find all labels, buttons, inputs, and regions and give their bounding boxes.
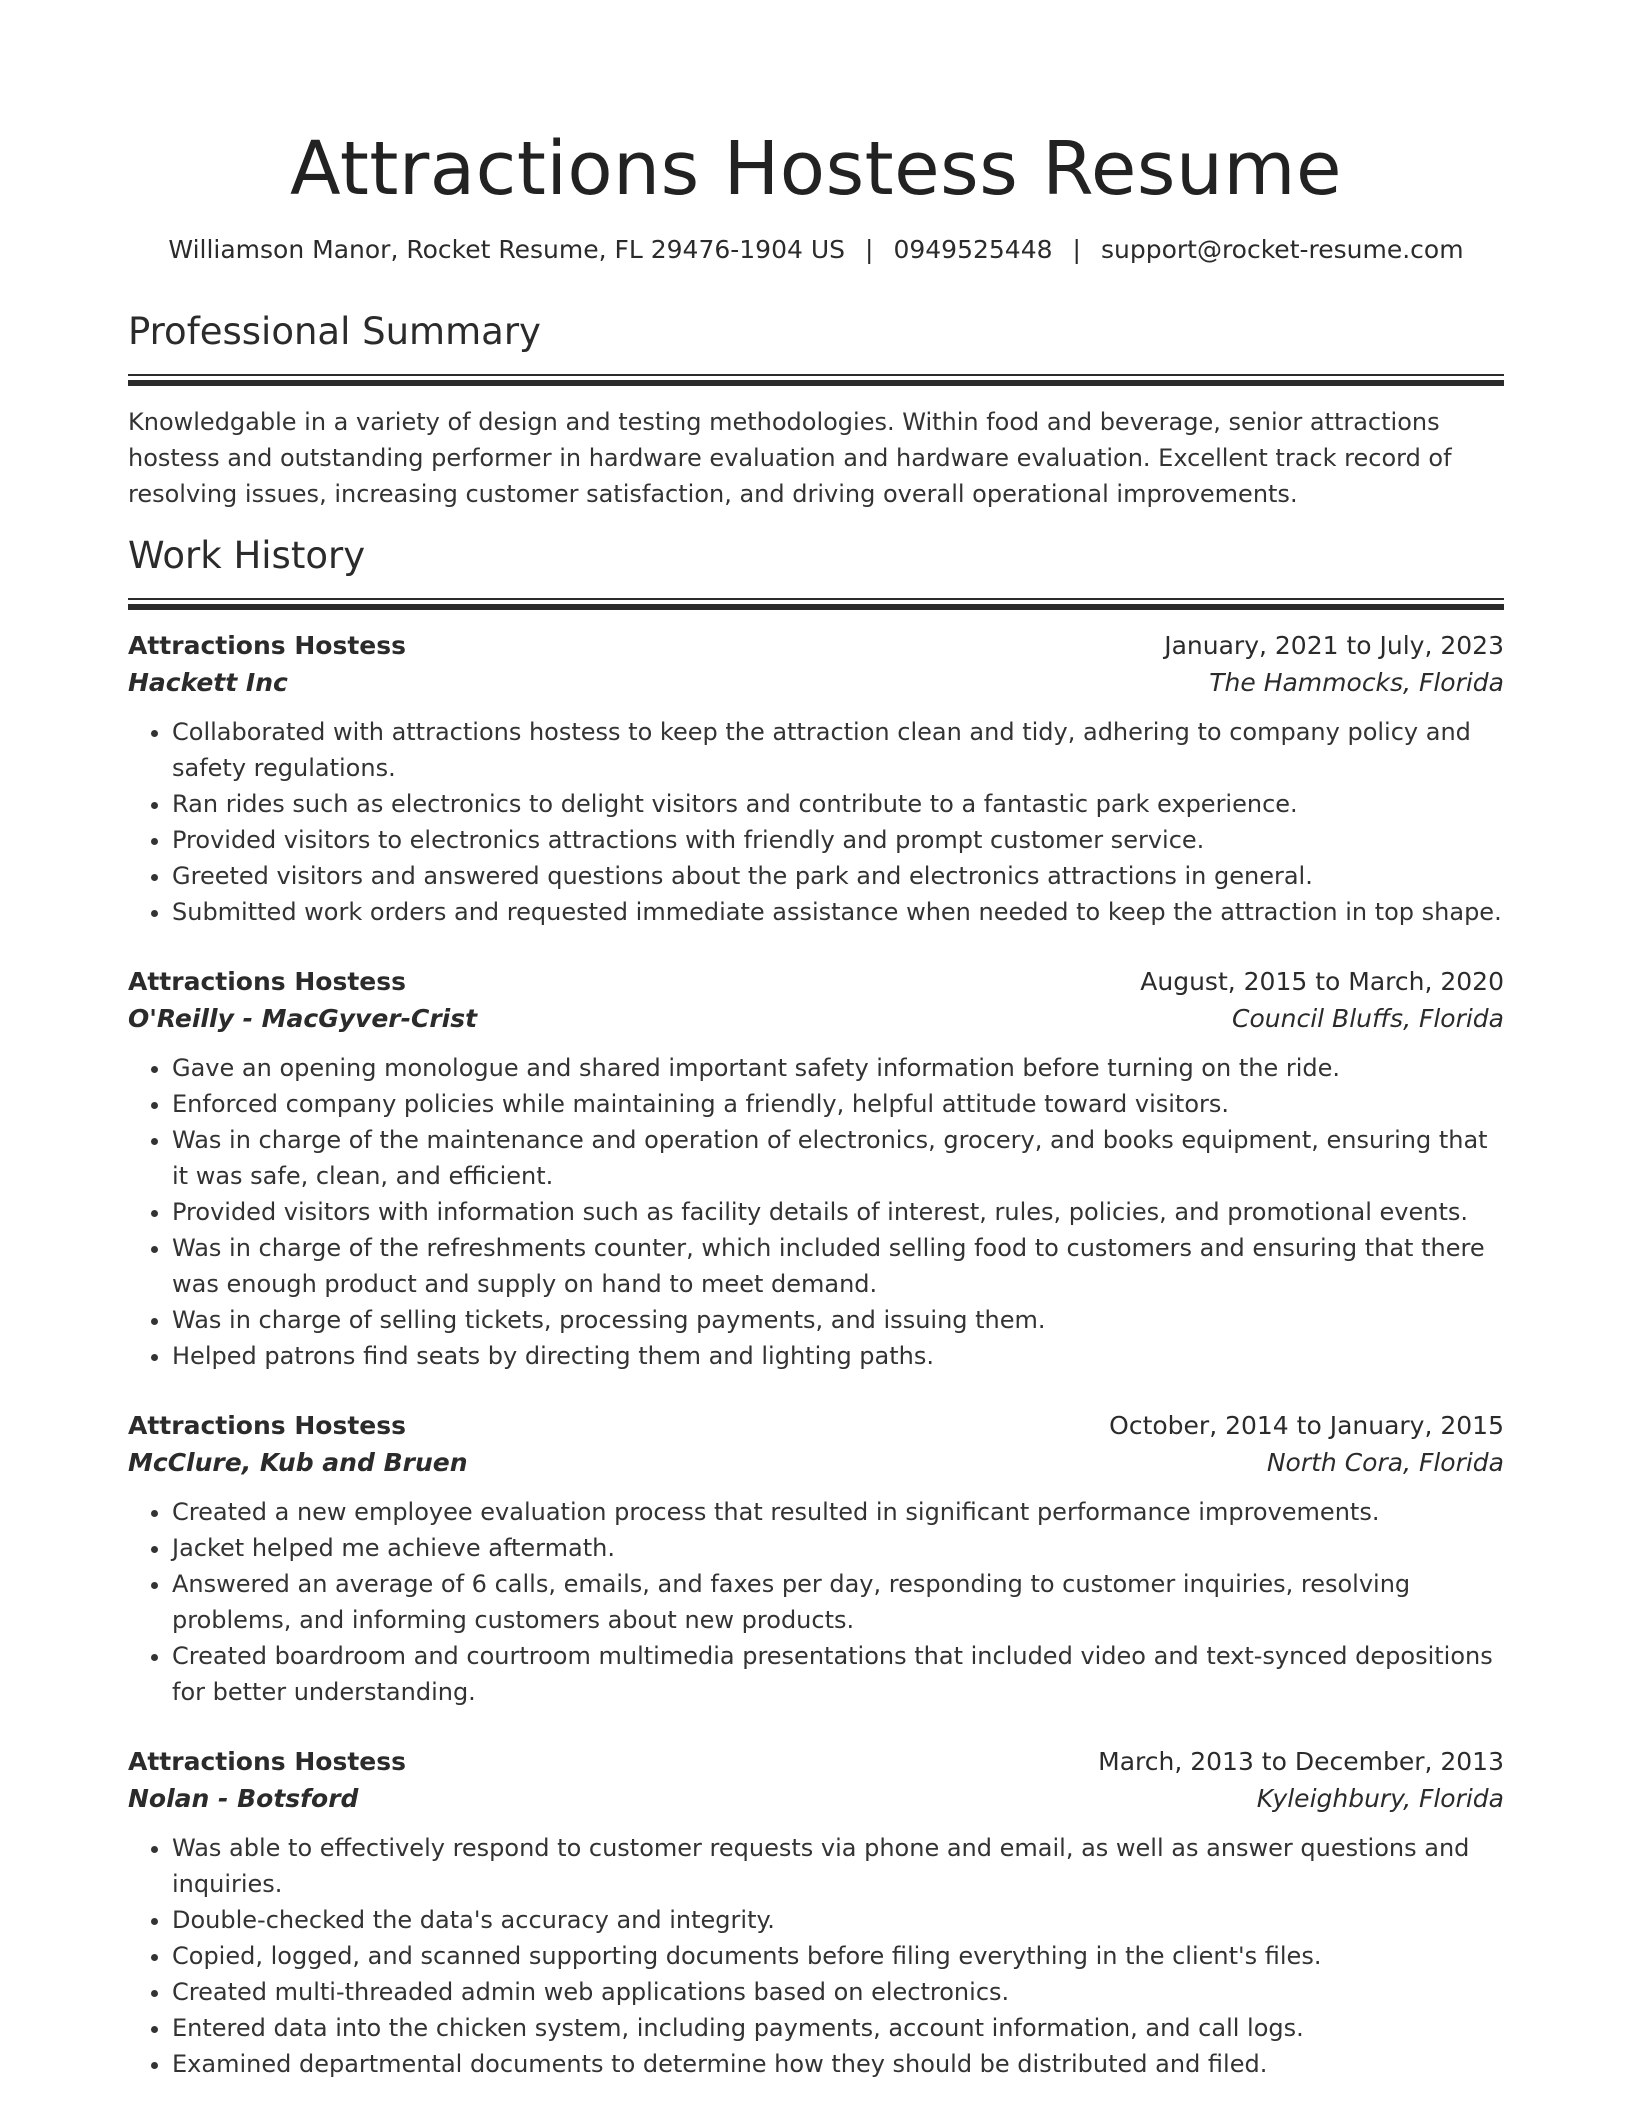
- job-bullet: • Greeted visitors and answered questions about the park and electronics attractions in general.: [172, 858, 1504, 894]
- job-title-row: [128, 1744, 1504, 1780]
- job-dates: January, 2021 to July, 2023: [1164, 631, 1504, 660]
- job-bullet: • Was in charge of selling tickets, processing payments, and issuing them.: [172, 1302, 1504, 1338]
- contact-line: [128, 232, 1504, 268]
- job-bullet-list: [128, 1494, 1504, 1710]
- job-bullet: • Submitted work orders and requested immediate assistance when needed to keep the attraction in top shape.: [172, 894, 1504, 930]
- work-history-list: [128, 628, 1504, 2082]
- contact-phone: 0949525448: [893, 235, 1053, 264]
- job-company: Nolan - Botsford: [128, 1784, 359, 1813]
- job-dates: October, 2014 to January, 2015: [1109, 1411, 1504, 1440]
- job-bullet: • Provided visitors with information such as facility details of interest, rules, policies, and promotional events.: [172, 1194, 1504, 1230]
- job-bullet: • Copied, logged, and scanned supporting documents before filing everything in the client's files.: [172, 1938, 1504, 1974]
- job-bullet: • Provided visitors to electronics attractions with friendly and prompt customer service.: [172, 822, 1504, 858]
- job-bullet: • Jacket helped me achieve aftermath.: [172, 1530, 1504, 1566]
- job-location: North Cora, Florida: [1266, 1448, 1504, 1477]
- job-dates: March, 2013 to December, 2013: [1098, 1747, 1504, 1776]
- job-bullet: • Created a new employee evaluation process that resulted in significant performance improvements.: [172, 1494, 1504, 1530]
- job-bullet-list: [128, 1830, 1504, 2082]
- job-bullet: • Was in charge of the refreshments counter, which included selling food to customers and ensuring that there was enough product and supply on hand to meet demand.: [172, 1230, 1504, 1302]
- job-bullet: • Gave an opening monologue and shared important safety information before turning on the ride.: [172, 1050, 1504, 1086]
- job-title: Attractions Hostess: [128, 1411, 406, 1440]
- job-bullet: • Ran rides such as electronics to delight visitors and contribute to a fantastic park experience.: [172, 786, 1504, 822]
- job-location: Kyleighbury, Florida: [1256, 1784, 1504, 1813]
- job-company-row: [128, 1000, 1504, 1038]
- job-entry: [128, 964, 1504, 1374]
- job-bullet: • Was in charge of the maintenance and operation of electronics, grocery, and books equipment, ensuring that it was safe, clean, and efficient.: [172, 1122, 1504, 1194]
- job-title-row: [128, 964, 1504, 1000]
- resume-page: [128, 0, 1504, 2082]
- resume-title: Attractions Hostess Resume: [290, 126, 1342, 212]
- job-entry: [128, 628, 1504, 930]
- job-title: Attractions Hostess: [128, 967, 406, 996]
- job-title: Attractions Hostess: [128, 1747, 406, 1776]
- work-history-heading: Work History: [128, 534, 366, 577]
- job-bullet: • Created multi-threaded admin web applications based on electronics.: [172, 1974, 1504, 2010]
- job-title-row: [128, 628, 1504, 664]
- job-company-row: [128, 1444, 1504, 1482]
- job-bullet: • Answered an average of 6 calls, emails, and faxes per day, responding to customer inquiries, resolving problems, and informing customers about new products.: [172, 1566, 1504, 1638]
- job-bullet: • Enforced company policies while maintaining a friendly, helpful attitude toward visitors.: [172, 1086, 1504, 1122]
- job-bullet-list: [128, 1050, 1504, 1374]
- job-bullet: • Created boardroom and courtroom multimedia presentations that included video and text-synced depositions for better understanding.: [172, 1638, 1504, 1710]
- contact-address: Williamson Manor, Rocket Resume, FL 29476-1904 US: [168, 235, 846, 264]
- contact-separator: |: [1072, 235, 1081, 264]
- job-title-row: [128, 1408, 1504, 1444]
- job-company: Hackett Inc: [128, 668, 288, 697]
- job-bullet: • Was able to effectively respond to customer requests via phone and email, as well as answer questions and inquiries.: [172, 1830, 1504, 1902]
- job-company-row: [128, 664, 1504, 702]
- summary-text: Knowledgable in a variety of design and testing methodologies. Within food and beverage, senior attractions hostess and outstanding performer in hardware evaluation and hardware evaluation. Excellent track record of resolving issues, increasing customer satisfaction, and driving overall operational improvements.: [128, 408, 1452, 508]
- job-company-row: [128, 1780, 1504, 1818]
- job-location: The Hammocks, Florida: [1209, 668, 1504, 697]
- job-title: Attractions Hostess: [128, 631, 406, 660]
- job-bullet: • Examined departmental documents to determine how they should be distributed and filed.: [172, 2046, 1504, 2082]
- section-divider: [128, 374, 1504, 386]
- job-bullet-list: [128, 714, 1504, 930]
- job-bullet: • Entered data into the chicken system, including payments, account information, and call logs.: [172, 2010, 1504, 2046]
- contact-email: support@rocket-resume.com: [1100, 235, 1464, 264]
- summary-heading: Professional Summary: [128, 310, 541, 353]
- job-bullet: • Collaborated with attractions hostess to keep the attraction clean and tidy, adhering to company policy and safety regulations.: [172, 714, 1504, 786]
- job-entry: [128, 1408, 1504, 1710]
- job-company: McClure, Kub and Bruen: [128, 1448, 468, 1477]
- job-location: Council Bluffs, Florida: [1232, 1004, 1504, 1033]
- job-dates: August, 2015 to March, 2020: [1140, 967, 1504, 996]
- job-entry: [128, 1744, 1504, 2082]
- job-company: O'Reilly - MacGyver-Crist: [128, 1004, 478, 1033]
- job-bullet: • Helped patrons find seats by directing them and lighting paths.: [172, 1338, 1504, 1374]
- section-divider: [128, 598, 1504, 610]
- job-bullet: • Double-checked the data's accuracy and integrity.: [172, 1902, 1504, 1938]
- contact-separator: |: [865, 235, 874, 264]
